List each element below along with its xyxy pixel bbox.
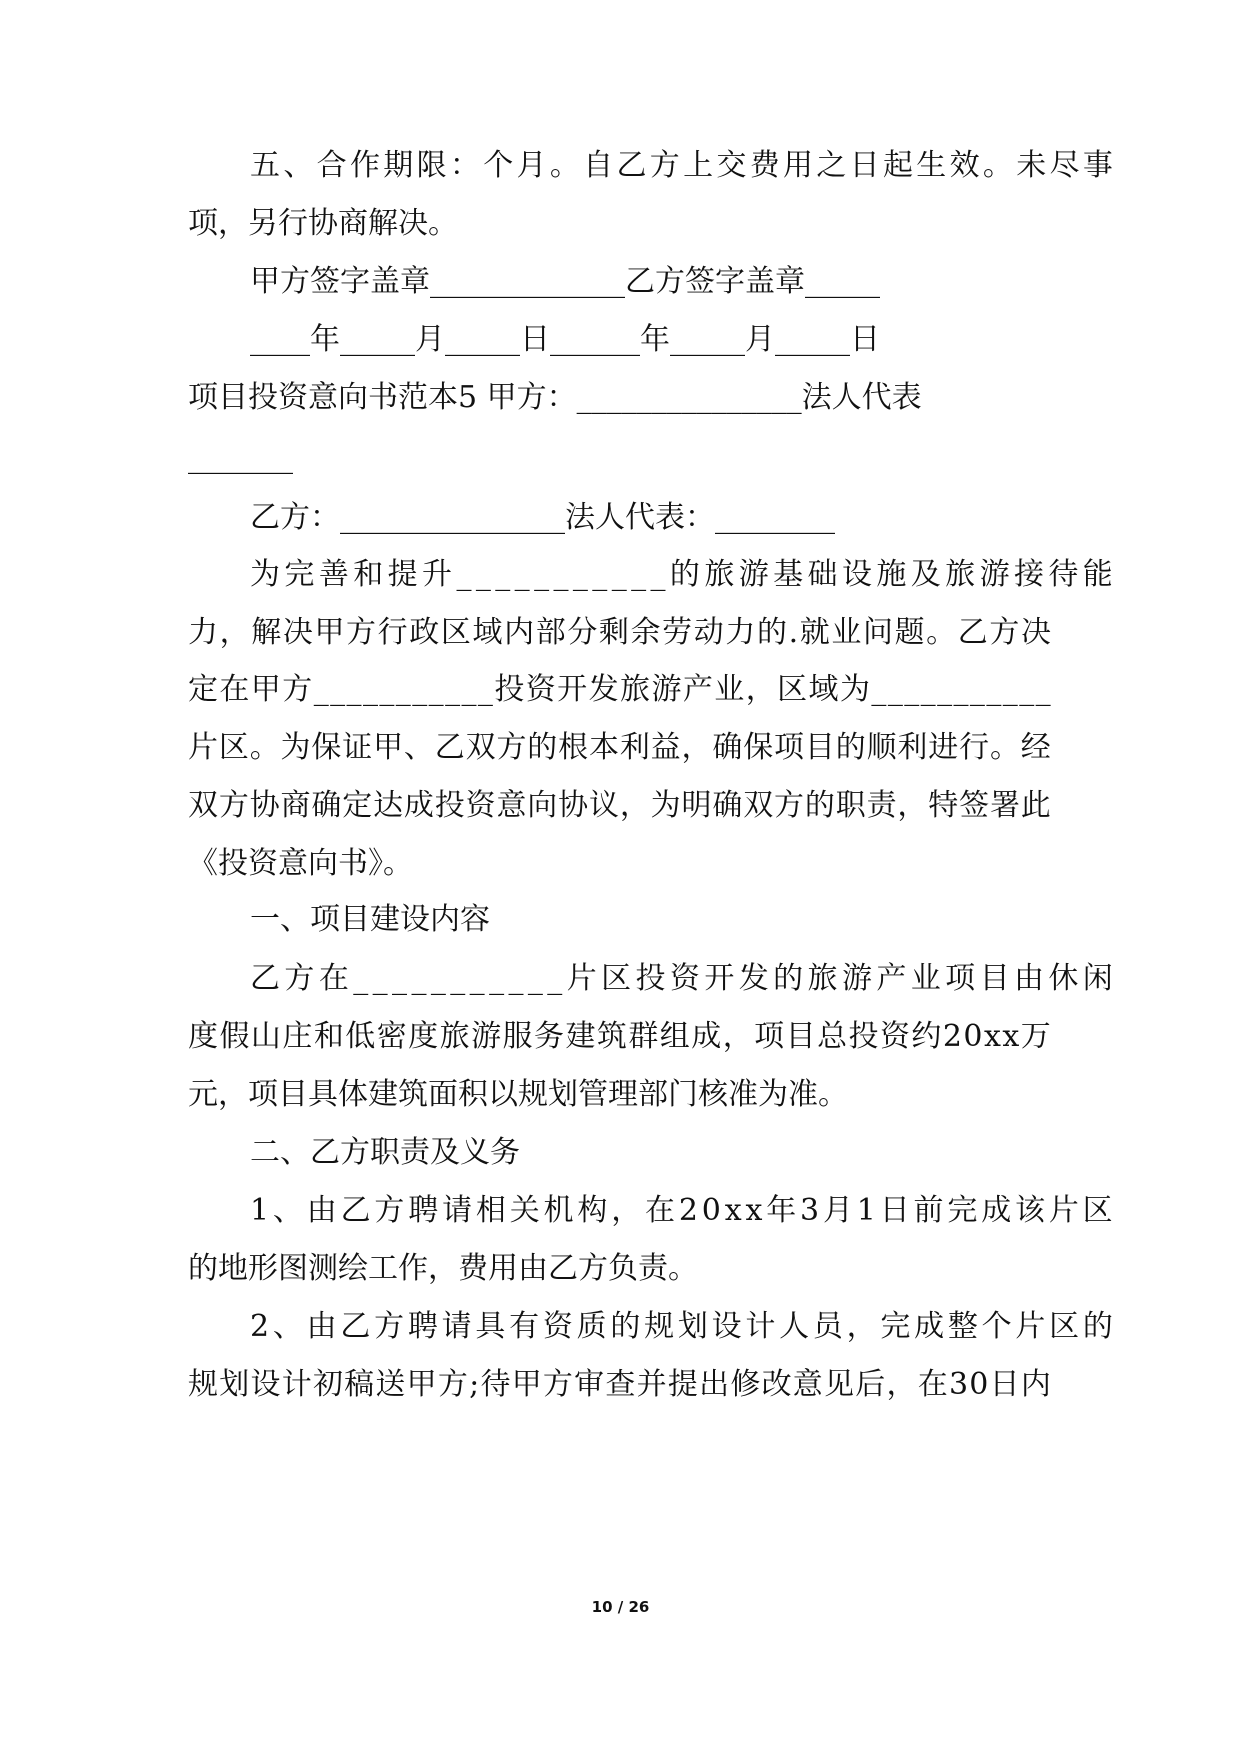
paragraph-line: 的地形图测绘工作，费用由乙方负责。: [188, 1251, 698, 1286]
date-line: ____年_____月_____日______年_____月_____日: [250, 322, 880, 357]
paragraph-line: 片 区 。 为 保 证 甲 、 乙 双 方 的 根 本 利 益 ， 确 保 项 目 的 顺 利 进 行 。 经: [188, 730, 1051, 765]
section-heading: 一、项目建设内容: [250, 902, 490, 937]
paragraph-line: 定 在 甲 方 _ _ _ _ _ _ _ _ _ _ _ 投 资 开 发 旅 游 产 业 ， 区 域 为 _ _ _ _ _ _ _ _ _ _ _: [188, 672, 1051, 707]
paragraph-line: 双 方 协 商 确 定 达 成 投 资 意 向 协 议 ， 为 明 确 双 方 的 职 责 ， 特 签 署 此: [188, 788, 1051, 823]
blank-line: _______: [188, 440, 293, 475]
party-line: 乙方：_______________法人代表：________: [250, 500, 835, 535]
paragraph-line: 力 ， 解 决 甲 方 行 政 区 域 内 部 分 剩 余 劳 动 力 的 . 就 业 问 题 。 乙 方 决: [188, 615, 1051, 650]
page-number: 10 / 26: [591, 1598, 650, 1616]
paragraph-line: 乙 方 在 _ _ _ _ _ _ _ _ _ _ _ 片 区 投 资 开 发 的 旅 游 产 业 项 目 由 休 闲: [250, 961, 1113, 996]
paragraph-line: 《投资意向书》。: [188, 846, 413, 881]
paragraph-line: 五 、 合 作 期 限 ： 个 月 。 自 乙 方 上 交 费 用 之 日 起 生 效 。 未 尽 事: [250, 148, 1113, 183]
heading-line: 项目投资意向书范本5 甲方：_______________法人代表: [188, 380, 922, 415]
paragraph-line: 1 、 由 乙 方 聘 请 相 关 机 构 ， 在 2 0 x x 年 3 月 1 日 前 完 成 该 片 区: [250, 1193, 1113, 1228]
paragraph-line: 规 划 设 计 初 稿 送 甲 方 ; 待 甲 方 审 查 并 提 出 修 改 意 见 后 ， 在 3 0 日 内: [188, 1367, 1051, 1402]
paragraph-line: 项，另行协商解决。: [188, 206, 458, 241]
paragraph-line: 度 假 山 庄 和 低 密 度 旅 游 服 务 建 筑 群 组 成 ， 项 目 总 投 资 约 2 0 x x 万: [188, 1019, 1051, 1054]
section-heading: 二、乙方职责及义务: [250, 1135, 520, 1170]
paragraph-line: 为 完 善 和 提 升 _ _ _ _ _ _ _ _ _ _ _ 的 旅 游 基 础 设 施 及 旅 游 接 待 能: [250, 557, 1113, 592]
paragraph-line: 元，项目具体建筑面积以规划管理部门核准为准。: [188, 1077, 848, 1112]
paragraph-line: 2 、 由 乙 方 聘 请 具 有 资 质 的 规 划 设 计 人 员 ， 完 成 整 个 片 区 的: [250, 1309, 1113, 1344]
signature-line: 甲方签字盖章_____________乙方签字盖章_____: [250, 264, 880, 299]
